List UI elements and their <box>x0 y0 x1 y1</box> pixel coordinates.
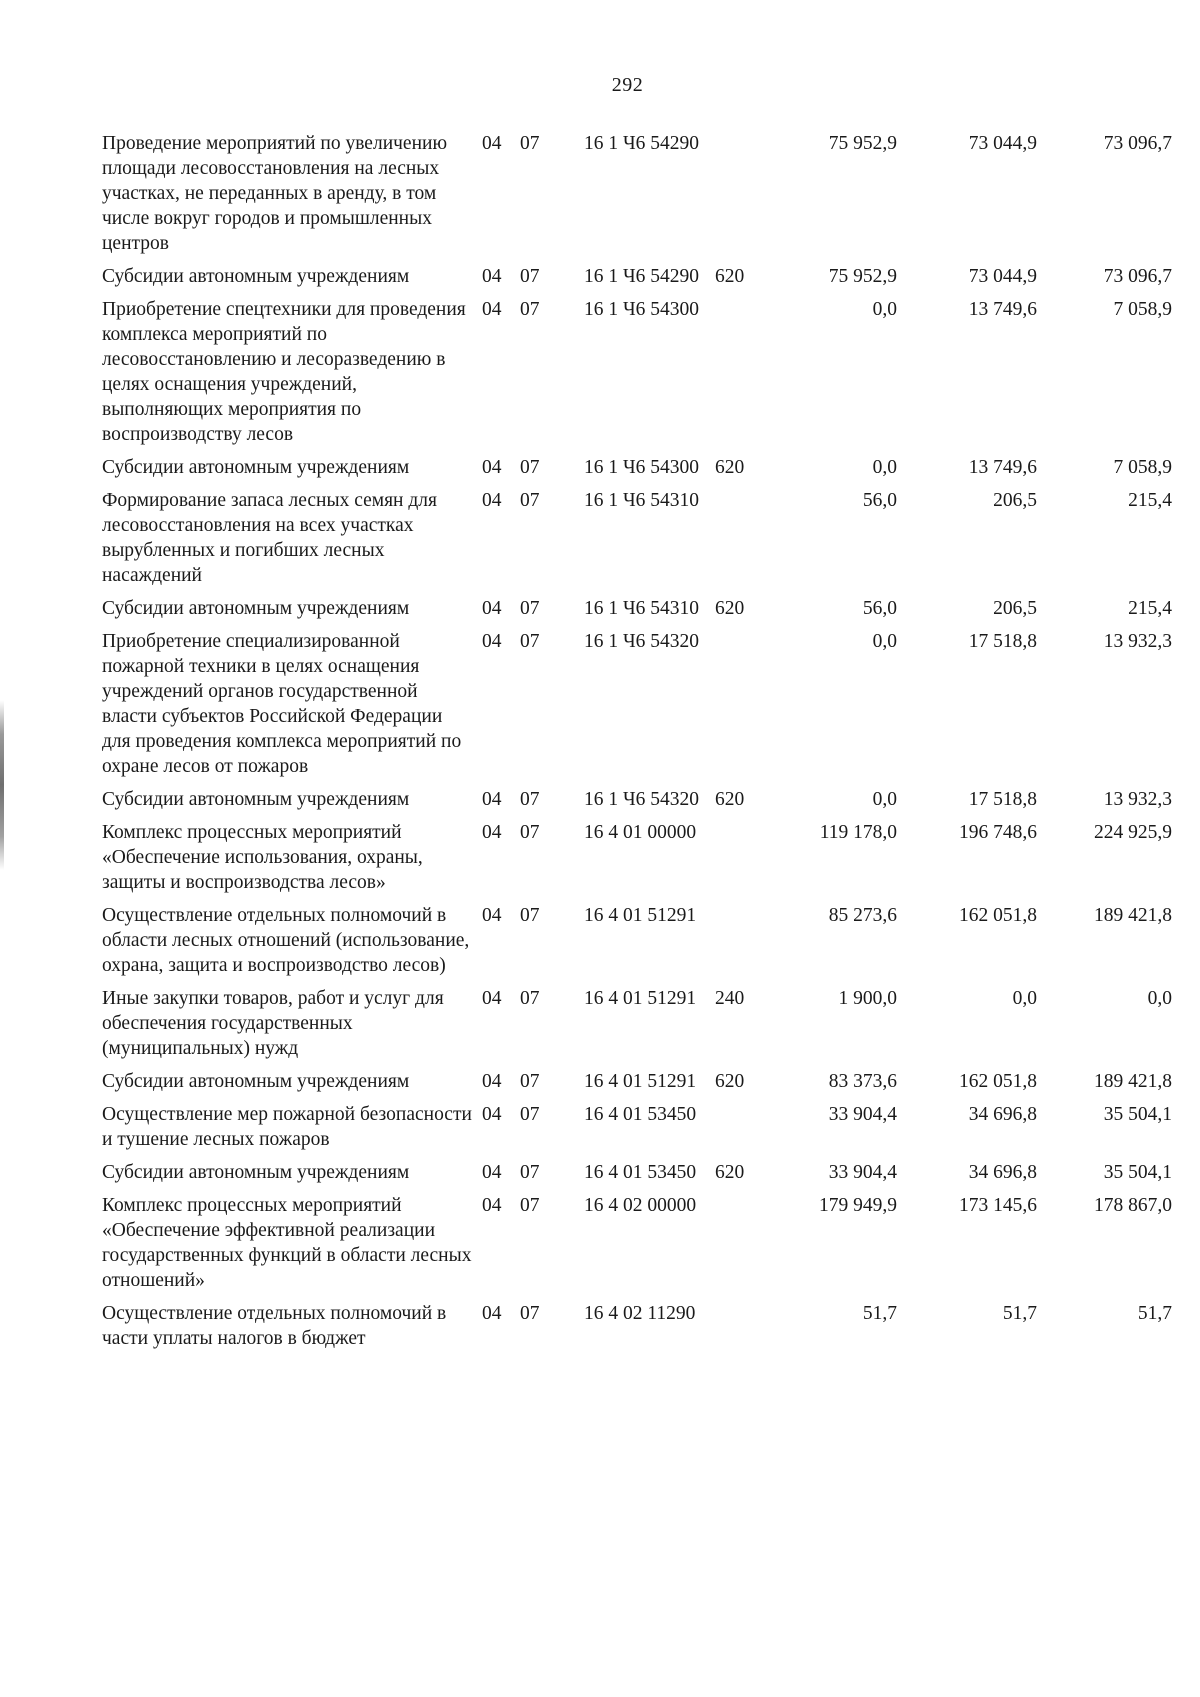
row-amount-year1: 0,0 <box>872 789 897 810</box>
row-expense-type: 620 <box>715 598 745 619</box>
row-amount-year1: 56,0 <box>862 490 897 511</box>
row-amount-year1: 179 949,9 <box>819 1195 897 1216</box>
row-amount-year2: 73 044,9 <box>968 266 1037 287</box>
table-row <box>102 820 1172 903</box>
row-target-article: 16 4 01 53450 <box>584 1162 697 1183</box>
row-name: Иные закупки товаров, работ и услуг для обеспечения государственных (муниципальных) нужд <box>102 988 444 1059</box>
row-subsection: 07 <box>520 266 540 287</box>
row-target-article: 16 1 Ч6 54290 <box>584 266 700 287</box>
table-row <box>102 1069 1172 1102</box>
row-target-article: 16 4 01 00000 <box>584 822 697 843</box>
row-amount-year2: 13 749,6 <box>968 457 1037 478</box>
row-section: 04 <box>482 1162 502 1183</box>
row-section: 04 <box>482 631 502 652</box>
row-section: 04 <box>482 490 502 511</box>
row-amount-year1: 119 178,0 <box>819 822 897 843</box>
row-name: Проведение мероприятий по увеличению площади лесовосстановления на лесных участках, не переданных в аренду, в том числе вокруг городов и промышленных центров <box>102 133 448 254</box>
row-section: 04 <box>482 299 502 320</box>
row-amount-year3: 13 932,3 <box>1103 789 1172 810</box>
row-target-article: 16 1 Ч6 54300 <box>584 457 700 478</box>
row-expense-type <box>707 629 762 787</box>
row-amount-year2: 17 518,8 <box>968 631 1037 652</box>
row-target-article: 16 4 01 53450 <box>584 1104 697 1125</box>
row-subsection: 07 <box>520 905 540 926</box>
row-name: Субсидии автономным учреждениям <box>102 789 410 810</box>
row-target-article: 16 1 Ч6 54300 <box>584 299 700 320</box>
table-row <box>102 131 1172 264</box>
table-row <box>102 488 1172 596</box>
row-name: Субсидии автономным учреждениям <box>102 1071 410 1092</box>
scan-edge-artifact <box>0 700 4 870</box>
row-amount-year1: 0,0 <box>872 631 897 652</box>
table-row <box>102 1102 1172 1160</box>
row-target-article: 16 4 02 11290 <box>584 1303 696 1324</box>
row-amount-year2: 162 051,8 <box>959 1071 1037 1092</box>
row-target-article: 16 1 Ч6 54320 <box>584 789 700 810</box>
row-amount-year1: 33 904,4 <box>828 1104 897 1125</box>
row-amount-year2: 206,5 <box>993 598 1037 619</box>
row-amount-year3: 189 421,8 <box>1094 1071 1172 1092</box>
row-amount-year1: 85 273,6 <box>828 905 897 926</box>
row-subsection: 07 <box>520 1162 540 1183</box>
row-subsection: 07 <box>520 490 540 511</box>
budget-table <box>102 131 1172 1359</box>
row-name: Субсидии автономным учреждениям <box>102 598 410 619</box>
row-subsection: 07 <box>520 457 540 478</box>
row-subsection: 07 <box>520 299 540 320</box>
row-amount-year1: 33 904,4 <box>828 1162 897 1183</box>
row-subsection: 07 <box>520 1195 540 1216</box>
row-amount-year3: 73 096,7 <box>1103 133 1172 154</box>
row-amount-year1: 0,0 <box>872 457 897 478</box>
row-amount-year1: 75 952,9 <box>828 133 897 154</box>
row-amount-year2: 206,5 <box>993 490 1037 511</box>
row-amount-year3: 0,0 <box>1147 988 1172 1009</box>
row-section: 04 <box>482 598 502 619</box>
table-row <box>102 1160 1172 1193</box>
row-expense-type <box>707 131 762 264</box>
row-amount-year1: 83 373,6 <box>828 1071 897 1092</box>
table-row <box>102 1193 1172 1301</box>
row-amount-year3: 224 925,9 <box>1094 822 1172 843</box>
row-section: 04 <box>482 266 502 287</box>
row-name: Формирование запаса лесных семян для лесовосстановления на всех участках вырубленных и погибших лесных насаждений <box>102 490 437 586</box>
row-amount-year2: 73 044,9 <box>968 133 1037 154</box>
row-subsection: 07 <box>520 1071 540 1092</box>
row-amount-year3: 215,4 <box>1128 598 1172 619</box>
row-amount-year3: 73 096,7 <box>1103 266 1172 287</box>
row-amount-year2: 34 696,8 <box>968 1104 1037 1125</box>
row-amount-year2: 196 748,6 <box>959 822 1037 843</box>
row-subsection: 07 <box>520 598 540 619</box>
row-expense-type <box>707 903 762 986</box>
row-amount-year2: 51,7 <box>1002 1303 1037 1324</box>
row-subsection: 07 <box>520 1104 540 1125</box>
page-number: 292 <box>611 74 644 96</box>
row-subsection: 07 <box>520 1303 540 1324</box>
row-target-article: 16 4 02 00000 <box>584 1195 697 1216</box>
row-target-article: 16 4 01 51291 <box>584 988 697 1009</box>
row-expense-type <box>707 488 762 596</box>
row-target-article: 16 1 Ч6 54310 <box>584 598 700 619</box>
row-amount-year2: 17 518,8 <box>968 789 1037 810</box>
row-amount-year2: 13 749,6 <box>968 299 1037 320</box>
row-amount-year3: 35 504,1 <box>1103 1104 1172 1125</box>
row-expense-type <box>707 1301 762 1359</box>
row-amount-year3: 215,4 <box>1128 490 1172 511</box>
row-section: 04 <box>482 905 502 926</box>
row-section: 04 <box>482 822 502 843</box>
row-name: Приобретение спецтехники для проведения комплекса мероприятий по лесовосстановлению и лесоразведению в целях оснащения учреждений, выполняющих мероприятия по воспроизводству лесов <box>102 299 466 445</box>
row-expense-type <box>707 1102 762 1160</box>
row-section: 04 <box>482 1071 502 1092</box>
row-name: Осуществление отдельных полномочий в области лесных отношений (использование, охрана, защита и воспроизводство лесов) <box>102 905 470 976</box>
row-target-article: 16 1 Ч6 54290 <box>584 133 700 154</box>
row-amount-year3: 35 504,1 <box>1103 1162 1172 1183</box>
row-expense-type: 620 <box>715 1162 745 1183</box>
row-expense-type: 620 <box>715 266 745 287</box>
row-amount-year3: 13 932,3 <box>1103 631 1172 652</box>
row-amount-year3: 7 058,9 <box>1113 299 1172 320</box>
table-row <box>102 903 1172 986</box>
row-expense-type: 620 <box>715 789 745 810</box>
row-name: Приобретение специализированной пожарной техники в целях оснащения учреждений органов государственной власти субъектов Российской Федерации для проведения комплекса мероприятий по охране лесов от пожаров <box>102 631 462 777</box>
table-row <box>102 264 1172 297</box>
row-expense-type <box>707 1193 762 1301</box>
row-amount-year1: 0,0 <box>872 299 897 320</box>
table-row <box>102 596 1172 629</box>
row-amount-year2: 34 696,8 <box>968 1162 1037 1183</box>
table-row <box>102 986 1172 1069</box>
row-expense-type <box>707 820 762 903</box>
row-expense-type: 620 <box>715 1071 745 1092</box>
table-row <box>102 629 1172 787</box>
row-section: 04 <box>482 457 502 478</box>
row-name: Комплекс процессных мероприятий «Обеспечение эффективной реализации государственных функций в области лесных отношений» <box>102 1195 472 1291</box>
row-section: 04 <box>482 988 502 1009</box>
row-section: 04 <box>482 789 502 810</box>
row-subsection: 07 <box>520 789 540 810</box>
row-amount-year3: 7 058,9 <box>1113 457 1172 478</box>
row-section: 04 <box>482 133 502 154</box>
row-expense-type <box>707 297 762 455</box>
row-amount-year2: 173 145,6 <box>959 1195 1037 1216</box>
row-name: Осуществление отдельных полномочий в части уплаты налогов в бюджет <box>102 1303 447 1349</box>
table-row <box>102 787 1172 820</box>
row-target-article: 16 1 Ч6 54310 <box>584 490 700 511</box>
row-expense-type: 620 <box>715 457 745 478</box>
row-target-article: 16 4 01 51291 <box>584 905 697 926</box>
row-section: 04 <box>482 1104 502 1125</box>
row-name: Субсидии автономным учреждениям <box>102 266 410 287</box>
row-amount-year1: 51,7 <box>862 1303 897 1324</box>
row-amount-year3: 189 421,8 <box>1094 905 1172 926</box>
row-amount-year3: 178 867,0 <box>1094 1195 1172 1216</box>
table-row <box>102 455 1172 488</box>
row-name: Субсидии автономным учреждениям <box>102 1162 410 1183</box>
table-row <box>102 297 1172 455</box>
row-amount-year1: 56,0 <box>862 598 897 619</box>
row-subsection: 07 <box>520 822 540 843</box>
row-section: 04 <box>482 1303 502 1324</box>
table-row <box>102 1301 1172 1359</box>
row-name: Комплекс процессных мероприятий «Обеспечение использования, охраны, защиты и воспроизводства лесов» <box>102 822 423 893</box>
row-subsection: 07 <box>520 631 540 652</box>
row-amount-year3: 51,7 <box>1137 1303 1172 1324</box>
row-amount-year1: 1 900,0 <box>838 988 897 1009</box>
row-target-article: 16 1 Ч6 54320 <box>584 631 700 652</box>
row-subsection: 07 <box>520 133 540 154</box>
row-subsection: 07 <box>520 988 540 1009</box>
row-amount-year2: 0,0 <box>1012 988 1037 1009</box>
row-amount-year1: 75 952,9 <box>828 266 897 287</box>
row-section: 04 <box>482 1195 502 1216</box>
row-name: Субсидии автономным учреждениям <box>102 457 410 478</box>
row-target-article: 16 4 01 51291 <box>584 1071 697 1092</box>
row-amount-year2: 162 051,8 <box>959 905 1037 926</box>
row-name: Осуществление мер пожарной безопасности и тушение лесных пожаров <box>102 1104 472 1150</box>
row-expense-type: 240 <box>715 988 745 1009</box>
